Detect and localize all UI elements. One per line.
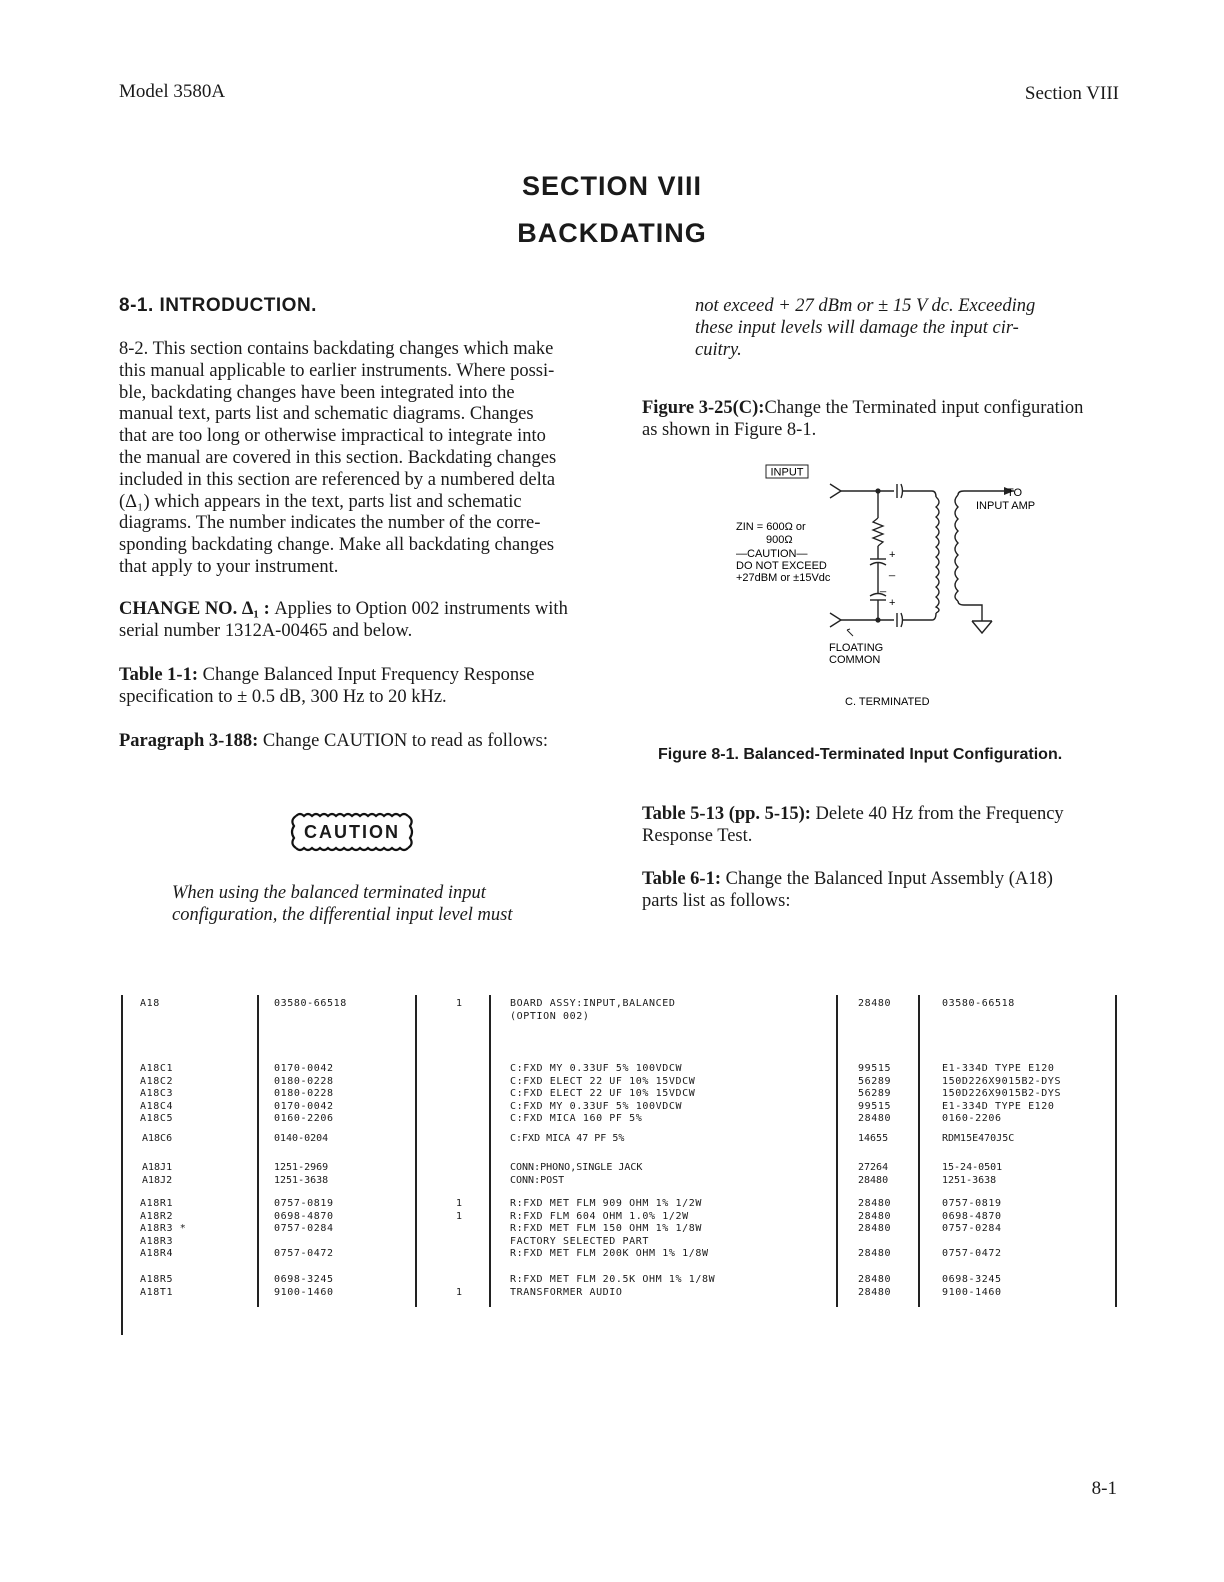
- input-label: INPUT: [770, 466, 804, 479]
- paragraph-3-188-change: [119, 731, 595, 753]
- zin-alt-label: 900Ω: [766, 534, 793, 546]
- description: CONN:PHONO,SINGLE JACK CONN:POST: [510, 1162, 643, 1186]
- table-rule-right: [1115, 995, 1117, 1307]
- balanced-terminated-schematic: [700, 455, 1080, 735]
- intro-line: ble, backdating changes have been integrated into the: [119, 382, 515, 403]
- intro-line: that apply to your instrument.: [119, 556, 339, 577]
- part-number: 0170-0042 0180-0228 0180-0228 0170-0042 0160-2206: [274, 1063, 334, 1125]
- intro-line: sponding backdating change. Make all backdating changes: [119, 535, 555, 556]
- table11-label: Table 1-1:: [119, 665, 198, 685]
- ref-designator: A18C6: [142, 1133, 173, 1144]
- caution-line: not exceed + 27 dBm or ± 15 V dc. Exceeding: [695, 296, 1036, 316]
- para-text: Change CAUTION to read as follows:: [258, 731, 549, 751]
- limits-note: +27dBM or ±15Vdc: [736, 572, 831, 584]
- fig325-text-2: as shown in Figure 8-1.: [642, 419, 817, 440]
- lower-electrolytic-cap-icon: [870, 594, 886, 597]
- table-rule: [415, 995, 417, 1307]
- ref-designator: A18C1 A18C2 A18C3 A18C4 A18C5: [140, 1063, 174, 1125]
- part-number: 0757-0819 0698-4870 0757-0284 0757-0472: [274, 1198, 334, 1260]
- svg-text:+: +: [889, 597, 896, 609]
- table61-text-2: parts list as follows:: [642, 890, 791, 911]
- table61-text: Change the Balanced Input Assembly (A18): [720, 869, 1053, 889]
- caution-label: CAUTION: [304, 821, 400, 842]
- description: R:FXD MET FLM 20.5K OHM 1% 1/8W TRANSFORMER AUDIO: [510, 1274, 716, 1298]
- intro-line: diagrams. The number indicates the number of the corre-: [119, 513, 541, 534]
- table513-text: Delete 40 Hz from the Frequency: [810, 804, 1064, 824]
- mfr-code: 99515 56289 56289 99515 28480: [858, 1063, 892, 1125]
- mfr-part-number: E1-334D TYPE E120 150D226X9015B2-DYS 150D226X9015B2-DYS E1-334D TYPE E120 0160-2206: [942, 1063, 1062, 1125]
- input-amp-label: INPUT AMP: [976, 500, 1036, 512]
- change-label: CHANGE NO. Δ₁ :: [119, 599, 270, 619]
- description: BOARD ASSY:INPUT,BALANCED (OPTION 002): [510, 998, 676, 1022]
- table-6-1-change: [642, 869, 1118, 913]
- table-rule: [257, 995, 259, 1307]
- table61-label: Table 6-1:: [642, 869, 721, 889]
- header-model: Model 3580A: [119, 81, 226, 102]
- mfr-part-number: RDM15E470J5C: [942, 1133, 1015, 1144]
- mfr-part-number: 0757-0819 0698-4870 0757-0284 0757-0472: [942, 1198, 1002, 1260]
- caution-badge: [288, 812, 416, 852]
- intro-line: this manual applicable to earlier instruments. Where possi-: [119, 360, 555, 381]
- header-section: Section VIII: [1024, 83, 1119, 104]
- intro-heading: 8-1. INTRODUCTION.: [119, 295, 317, 316]
- ref-designator: A18R5 A18T1: [140, 1274, 174, 1298]
- transformer-secondary-icon: [955, 495, 958, 601]
- intro-line: that are too long or otherwise impractical to integrate into: [119, 426, 546, 447]
- terminated-sublabel: C. TERMINATED: [845, 696, 930, 708]
- fig325-label: Figure 3-25(C):: [642, 398, 765, 418]
- floating-common-arrow-icon: [847, 630, 853, 636]
- table-5-13-change: [642, 804, 1118, 848]
- fig325-text: Change the Terminated input configuration: [764, 398, 1084, 418]
- floating-label: FLOATING: [829, 642, 884, 654]
- table-1-1-change: [119, 665, 595, 709]
- ref-designator: A18R1 A18R2 A18R3 * A18R3 A18R4: [140, 1198, 187, 1260]
- figure-caption: Figure 8-1. Balanced-Terminated Input Configuration.: [658, 746, 1063, 763]
- table-rule: [836, 995, 838, 1307]
- svg-text:_: _: [889, 565, 896, 577]
- caution-body-left: [172, 883, 551, 927]
- intro-line: manual text, parts list and schematic diagrams. Changes: [119, 404, 534, 425]
- bottom-input-terminal-icon: [830, 613, 841, 627]
- mfr-code: 28480: [858, 998, 892, 1009]
- intro-line: the manual are covered in this section. Backdating changes: [119, 447, 557, 468]
- description: C:FXD MY 0.33UF 5% 100VDCW C:FXD ELECT 22 UF 10% 15VDCW C:FXD ELECT 22 UF 10% 15VDCW C:FXD MY 0.33UF 5% 100VDCW C:FXD MICA 160 PF 5%: [510, 1063, 696, 1125]
- part-number: 0140-0204: [274, 1133, 329, 1144]
- quantity: 1: [456, 1286, 463, 1298]
- top-input-terminal-icon: [830, 484, 841, 498]
- mfr-part-number: 15-24-0501 1251-3638: [942, 1162, 1003, 1186]
- transformer-primary-icon: [936, 497, 939, 613]
- quantity: 1 1: [456, 1198, 463, 1222]
- part-number: 1251-2969 1251-3638: [274, 1162, 329, 1186]
- svg-text:_: _: [880, 581, 887, 593]
- section-title: SECTION VIII: [521, 171, 703, 201]
- figure-3-25c-change: [642, 398, 1118, 442]
- intro-paragraph: [119, 339, 595, 579]
- part-number: 03580-66518: [274, 998, 347, 1009]
- caution-line: cuitry.: [695, 339, 742, 360]
- para-label: Paragraph 3-188:: [119, 731, 259, 751]
- caution-line: configuration, the differential input level must: [172, 904, 513, 925]
- quantity: 1: [456, 998, 463, 1009]
- page-number: 8-1: [1091, 1478, 1117, 1499]
- to-label: TO: [1007, 487, 1023, 499]
- description: C:FXD MICA 47 PF 5%: [510, 1133, 625, 1144]
- table-rule: [918, 995, 920, 1307]
- common-label: COMMON: [829, 654, 881, 666]
- caution-line: When using the balanced terminated input: [172, 883, 486, 903]
- mfr-code: 27264 28480: [858, 1162, 889, 1186]
- section-subtitle: BACKDATING: [517, 218, 707, 248]
- caution-line: these input levels will damage the input cir-: [695, 317, 1019, 338]
- change-no-1: [119, 599, 595, 643]
- mfr-part-number: 0698-3245 9100-1460: [942, 1274, 1002, 1298]
- intro-line: (Δ₁) which appears in the text, parts list and schematic: [119, 491, 522, 512]
- change-text: Applies to Option 002 instruments with: [269, 599, 568, 619]
- ref-designator: A18J1 A18J2: [142, 1162, 173, 1186]
- mfr-code: 28480 28480 28480 28480: [858, 1198, 892, 1260]
- table513-text-2: Response Test.: [642, 825, 753, 846]
- svg-text:+: +: [889, 549, 896, 561]
- description: R:FXD MET FLM 909 OHM 1% 1/2W R:FXD FLM 604 OHM 1.0% 1/2W R:FXD MET FLM 150 OHM 1% 1/8W FACTORY SELECTED PART R:FXD MET FLM 200K OHM 1% 1/8W: [510, 1198, 709, 1260]
- table11-text: Change Balanced Input Frequency Response: [197, 665, 535, 685]
- table-rule-left: [121, 995, 123, 1335]
- table11-text-2: specification to ± 0.5 dB, 300 Hz to 20 kHz.: [119, 686, 447, 707]
- intro-line: included in this section are referenced by a numbered delta: [119, 469, 556, 490]
- ref-designator: A18: [140, 998, 160, 1009]
- mfr-code: 14655: [858, 1133, 889, 1144]
- table513-label: Table 5-13 (pp. 5-15):: [642, 804, 811, 824]
- mfr-part-number: 03580-66518: [942, 998, 1015, 1009]
- termination-resistor-icon: [873, 518, 883, 546]
- not-exceed-note: DO NOT EXCEED: [736, 560, 827, 572]
- table-rule: [489, 995, 491, 1307]
- zin-label: ZIN = 600Ω or: [736, 521, 806, 533]
- part-number: 0698-3245 9100-1460: [274, 1274, 334, 1298]
- caution-body-right: [695, 296, 1075, 361]
- change-text-2: serial number 1312A-00465 and below.: [119, 620, 413, 641]
- intro-line: 8-2. This section contains backdating changes which make: [119, 339, 554, 359]
- mfr-code: 28480 28480: [858, 1274, 892, 1298]
- caution-note: —CAUTION—: [736, 548, 808, 560]
